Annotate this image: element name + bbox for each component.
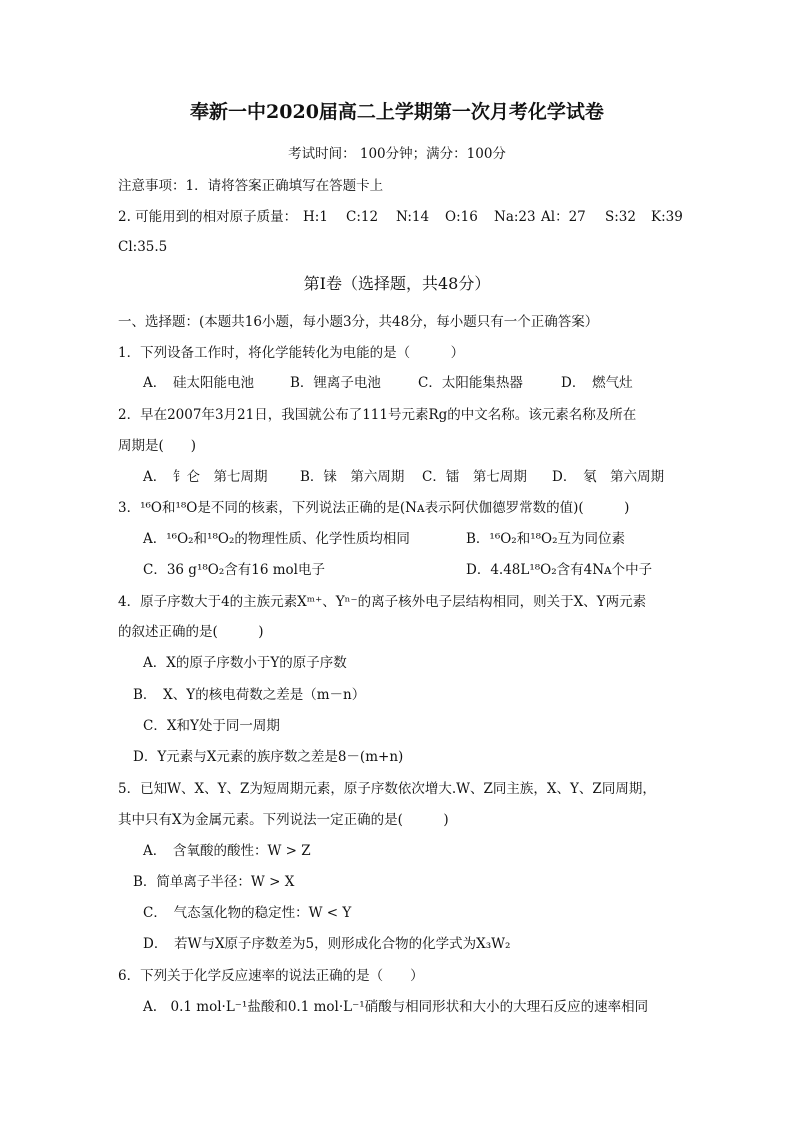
question-2-stem-line-1: 2．早在2007年3月21日，我国就公布了111号元素Rg的中文名称。该元素名称及所在	[118, 407, 637, 423]
mass-al: Al：27	[541, 209, 586, 225]
question-5-option-a: A． 含氧酸的酸性：W > Z	[143, 843, 311, 859]
mass-h: H:1	[303, 209, 328, 225]
question-2-option-b: B．铼 第六周期	[300, 469, 405, 485]
question-2-option-a: A． 钅仑 第七周期	[143, 469, 268, 485]
question-5-option-d: D． 若W与X原子序数差为5，则形成化合物的化学式为X₃W₂	[143, 936, 511, 952]
question-4-option-c: C．X和Y处于同一周期	[143, 718, 280, 734]
mass-o: O:16	[445, 209, 478, 225]
question-1-option-d: D． 燃气灶	[561, 375, 633, 391]
question-1-stem: 1．下列设备工作时，将化学能转化为电能的是（ ）	[118, 345, 465, 361]
question-4-stem-line-1: 4．原子序数大于4的主族元素Xᵐ⁺、Yⁿ⁻的离子核外电子层结构相同，则关于X、Y两元素	[118, 594, 647, 610]
question-4-option-a: A．X的原子序数小于Y的原子序数	[143, 655, 347, 671]
question-3-option-c: C．36 g¹⁸O₂含有16 mol电子	[143, 562, 325, 578]
question-5-stem-line-1: 5．已知W、X、Y、Z为短周期元素，原子序数依次增大.W、Z同主族，X、Y、Z同周期，	[118, 781, 656, 797]
question-6-option-a: A. 0.1 mol·L⁻¹盐酸和0.1 mol·L⁻¹硝酸与相同形状和大小的大理石反应的速率相同	[143, 999, 649, 1015]
mass-c: C:12	[346, 209, 379, 225]
question-4-option-d: D．Y元素与X元素的族序数之差是8－(m+n)	[133, 749, 404, 765]
part-heading: 一、选择题：(本题共16小题，每小题3分，共48分，每小题只有一个正确答案）	[118, 314, 599, 330]
question-1-option-c: C．太阳能集热器	[418, 375, 523, 391]
exam-title: 奉新一中2020届高二上学期第一次月考化学试卷	[190, 101, 604, 123]
notes-line-1: 注意事项：1．请将答案正确填写在答题卡上	[118, 178, 384, 194]
question-5-stem-line-2: 其中只有X为金属元素。下列说法一定正确的是( )	[118, 812, 449, 828]
mass-na: Na:23	[494, 209, 536, 225]
question-5-option-b: B．简单离子半径：W > X	[133, 874, 295, 890]
mass-k: K:39	[651, 209, 683, 225]
question-3-option-b: B．¹⁶O₂和¹⁸O₂互为同位素	[466, 531, 626, 547]
question-5-option-c: C． 气态氢化物的稳定性：W < Y	[143, 905, 352, 921]
question-2-option-c: C．镭 第七周期	[422, 469, 527, 485]
question-2-option-d: D． 氡 第六周期	[552, 469, 665, 485]
question-3-stem: 3．¹⁶O和¹⁸O是不同的核素，下列说法正确的是(Nᴀ表示阿伏伽德罗常数的值)( )	[118, 500, 630, 516]
question-3-option-a: A．¹⁶O₂和¹⁸O₂的物理性质、化学性质均相同	[143, 531, 410, 547]
mass-s: S:32	[605, 209, 636, 225]
question-3-option-d: D．4.48L¹⁸O₂含有4Nᴀ个中子	[466, 562, 653, 578]
notes-line-2-label: 2. 可能用到的相对原子质量：	[118, 209, 298, 225]
question-1-option-b: B．锂离子电池	[290, 375, 381, 391]
exam-info: 考试时间： 100分钟；满分：100分	[288, 146, 506, 162]
mass-n: N:14	[396, 209, 430, 225]
question-4-stem-line-2: 的叙述正确的是( )	[118, 624, 264, 640]
question-1-option-a: A． 硅太阳能电池	[143, 375, 254, 391]
question-6-stem: 6．下列关于化学反应速率的说法正确的是（ ）	[118, 968, 424, 984]
question-4-option-b: B． X、Y的核电荷数之差是（m－n）	[133, 687, 366, 703]
section-title: 第I卷（选择题，共48分）	[303, 274, 491, 293]
question-2-stem-line-2: 周期是( )	[118, 438, 197, 454]
notes-line-3: Cl:35.5	[118, 239, 168, 255]
